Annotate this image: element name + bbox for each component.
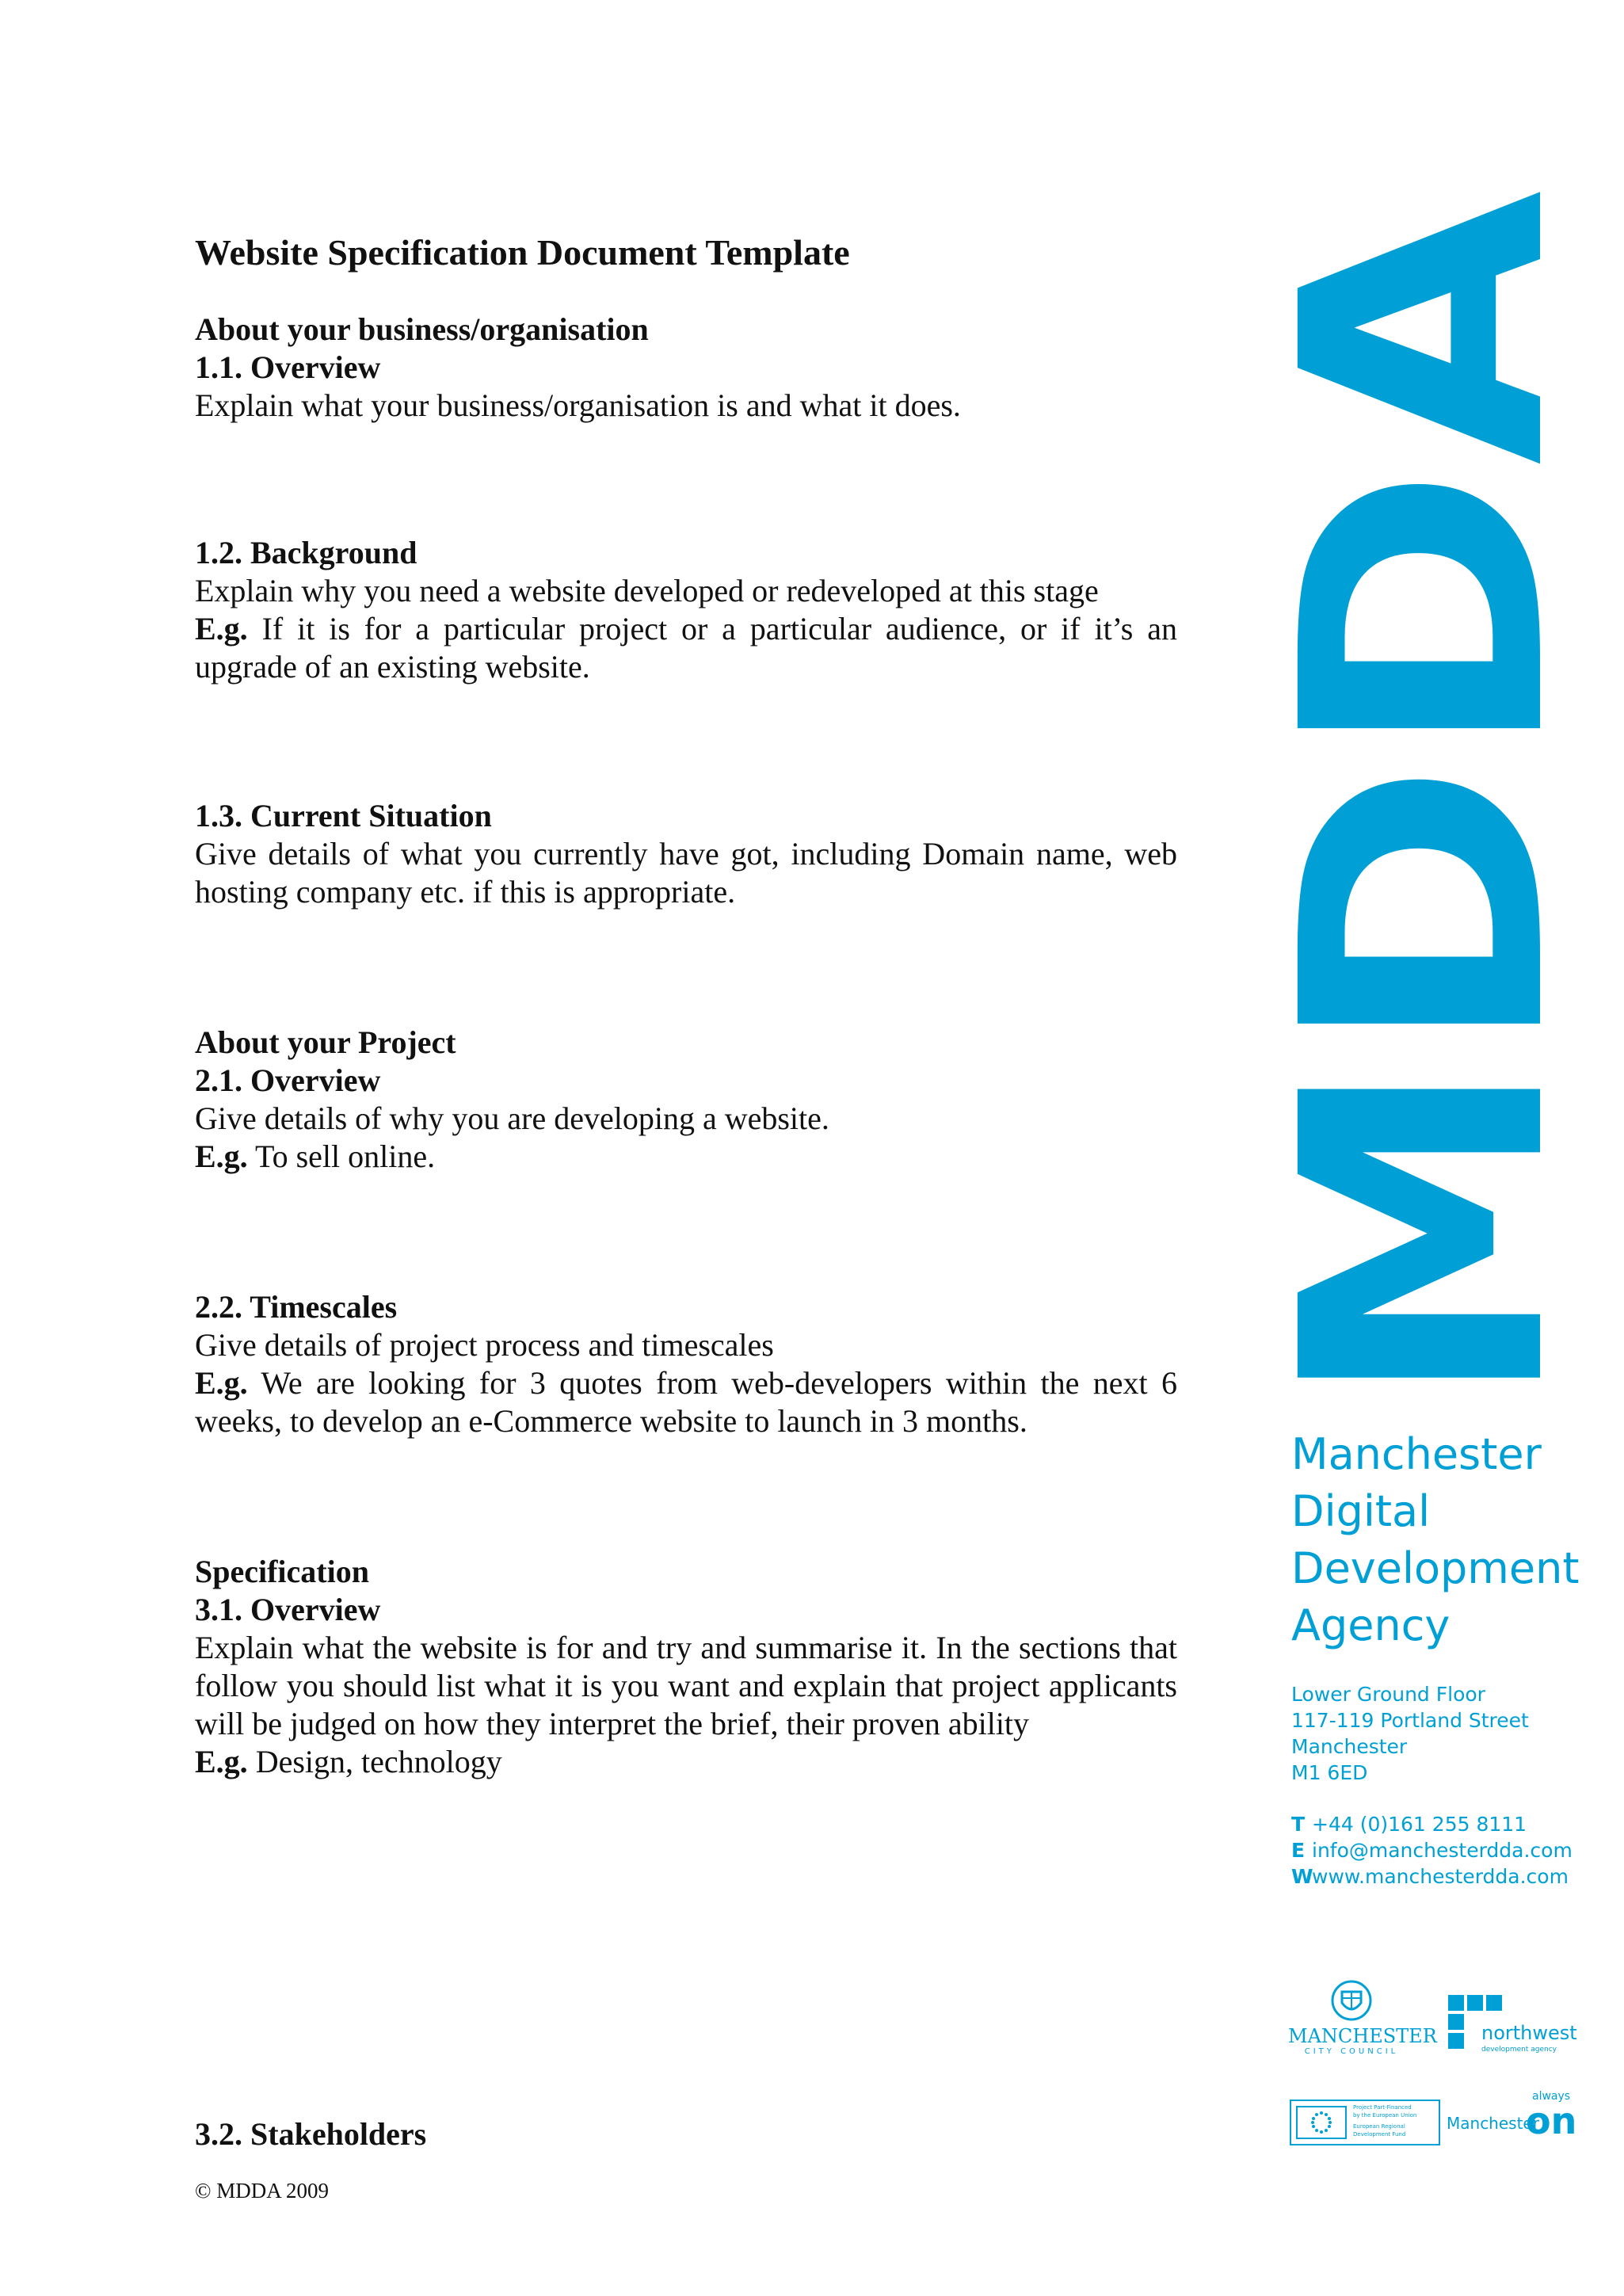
european-fund-logo	[1290, 2100, 1440, 2145]
section-project-overview	[195, 1024, 1177, 1176]
mao-manchester-text: Manchester	[1447, 2114, 1539, 2133]
example-label: E.g.	[195, 611, 248, 646]
section-paragraph: Give details of why you are developing a website.	[195, 1100, 829, 1136]
copyright-footer: © MDDA 2009	[195, 2179, 330, 2203]
council-name: MANCHESTER	[1288, 2025, 1437, 2047]
section-heading: About your business/organisation	[195, 311, 649, 347]
agency-name-line: Development	[1291, 1543, 1580, 1593]
contact-label: E	[1291, 1839, 1306, 1862]
contact-email	[1291, 1837, 1624, 1863]
section-business-overview	[195, 311, 1177, 425]
mdda-logo-text: MDDA	[1232, 269, 1619, 1410]
section-paragraph: Explain why you need a website developed or redeveloped at this stage	[195, 573, 1099, 608]
section-heading: 1.3. Current Situation	[195, 798, 492, 833]
eu-text-line: Project Part-Financed	[1353, 2104, 1412, 2111]
example-text: To sell online.	[254, 1138, 436, 1174]
contact-website	[1291, 1863, 1624, 1890]
eu-text-line: by the European Union	[1353, 2112, 1417, 2119]
section-subheading: 2.1. Overview	[195, 1062, 381, 1098]
section-heading: 2.2. Timescales	[195, 1289, 398, 1325]
address-line: 117-119 Portland Street	[1291, 1709, 1529, 1732]
contact-value: +44 (0)161 255 8111	[1312, 1813, 1527, 1836]
example-paragraph	[195, 1364, 1177, 1440]
contact-value: info@manchesterdda.com	[1312, 1839, 1573, 1862]
section-background	[195, 534, 1177, 686]
agency-name	[1291, 1426, 1624, 1654]
contact-label: W	[1291, 1865, 1313, 1888]
section-subheading: 3.1. Overview	[195, 1592, 381, 1627]
northwest-logo	[1448, 1995, 1614, 2058]
example-label: E.g.	[195, 1138, 248, 1174]
section-paragraph: Explain what your business/organisation is and what it does.	[195, 387, 961, 423]
section-heading: Specification	[195, 1554, 369, 1589]
address-line: Lower Ground Floor	[1291, 1683, 1485, 1706]
address-line: M1 6ED	[1291, 1761, 1368, 1784]
section-subheading: 1.1. Overview	[195, 349, 381, 385]
agency-address	[1291, 1681, 1624, 1786]
contact-value: www.manchesterdda.com	[1312, 1865, 1569, 1888]
section-heading: About your Project	[195, 1024, 456, 1060]
example-paragraph	[195, 610, 1177, 686]
eu-text-line: European Regional	[1353, 2123, 1405, 2130]
example-label: E.g.	[195, 1744, 248, 1779]
northwest-name: northwest	[1481, 2022, 1577, 2044]
example-text: If it is for a particular project or a particular audience, or if it’s an upgrade of an existing website.	[195, 611, 1177, 685]
eu-text-line: Development Fund	[1353, 2131, 1406, 2138]
agency-name-line: Digital	[1291, 1486, 1431, 1536]
example-label: E.g.	[195, 1365, 248, 1401]
example-text: Design, technology	[255, 1744, 502, 1779]
section-specification-overview	[195, 1553, 1177, 1781]
mao-always-text: always	[1532, 2090, 1571, 2103]
section-heading: 3.2. Stakeholders	[195, 2116, 427, 2152]
northwest-subtitle: development agency	[1481, 2046, 1557, 2054]
mao-on-text: on	[1526, 2100, 1577, 2142]
manchester-always-on-logo	[1447, 2090, 1621, 2145]
section-stakeholders	[195, 2115, 1177, 2153]
section-timescales	[195, 1288, 1177, 1440]
manchester-city-council-logo	[1288, 1979, 1437, 2066]
section-paragraph: Give details of what you currently have got, including Domain name, web hosting company etc. if this is appropriate.	[195, 836, 1177, 910]
section-current-situation	[195, 797, 1177, 911]
contact-phone	[1291, 1811, 1624, 1837]
crest-icon	[1331, 1979, 1372, 2022]
address-line: Manchester	[1291, 1735, 1408, 1758]
agency-name-line: Agency	[1291, 1600, 1451, 1650]
section-paragraph: Give details of project process and timescales	[195, 1327, 774, 1363]
example-paragraph	[195, 1743, 1177, 1781]
section-heading: 1.2. Background	[195, 535, 417, 570]
page-title: Website Specification Document Template	[195, 232, 850, 273]
section-paragraph: Explain what the website is for and try and summarise it. In the sections that follow you should list what it is you want and explain that project applicants will be judged on how they interpret the brief, their proven ability	[195, 1630, 1177, 1741]
example-paragraph	[195, 1138, 1177, 1176]
example-text: We are looking for 3 quotes from web-developers within the next 6 weeks, to develop an e-Commerce website to launch in 3 months.	[195, 1365, 1177, 1439]
council-subtitle: CITY COUNCIL	[1304, 2047, 1399, 2056]
eu-flag-icon	[1296, 2106, 1347, 2139]
mdda-logo	[1232, 190, 1619, 1410]
agency-name-line: Manchester	[1291, 1429, 1542, 1479]
agency-contact	[1291, 1811, 1624, 1890]
contact-label: T	[1291, 1813, 1306, 1836]
